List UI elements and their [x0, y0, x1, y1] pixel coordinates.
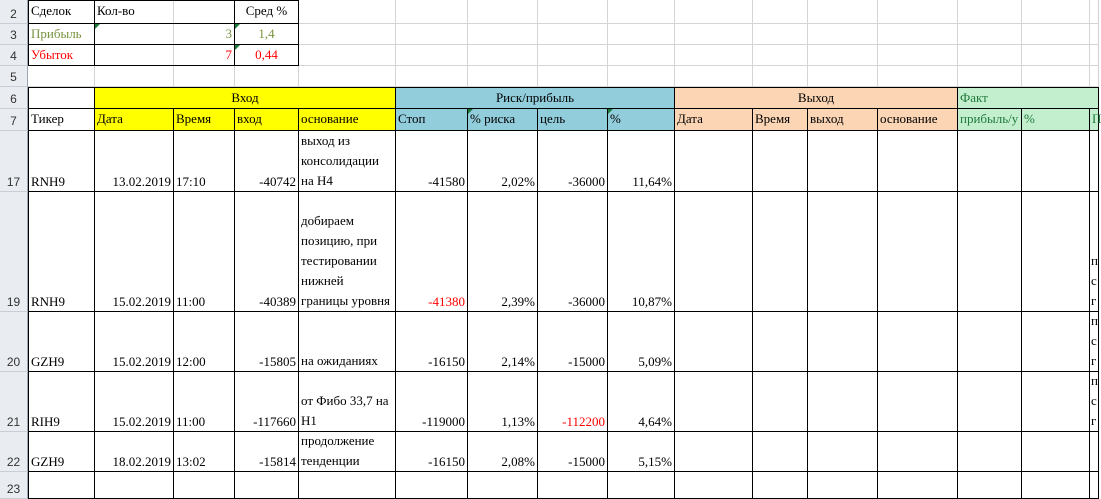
exit-cell[interactable]	[958, 192, 1022, 312]
trade-date-value: 18.02.2019	[112, 454, 171, 469]
trade-stop-value: -41580	[428, 174, 465, 189]
cell[interactable]	[396, 66, 468, 87]
trade-target-value: -15000	[568, 354, 605, 369]
summary-avg[interactable]: 0,44	[235, 45, 299, 66]
row-number: 22	[6, 455, 21, 469]
cell[interactable]	[958, 24, 1022, 45]
cell[interactable]	[675, 66, 753, 87]
cell[interactable]	[878, 472, 958, 499]
exit-cell[interactable]	[878, 312, 958, 372]
trade-basis[interactable]	[299, 312, 396, 372]
exit-cell[interactable]	[1022, 312, 1090, 372]
trade-date-value: 15.02.2019	[112, 414, 171, 429]
column-header-target[interactable]: цель	[538, 109, 608, 131]
cell[interactable]	[1022, 472, 1090, 499]
trade-risk_pct-value: 2,14%	[501, 354, 535, 369]
cell[interactable]	[235, 66, 299, 87]
cell[interactable]	[1090, 66, 1099, 87]
exit-cell[interactable]	[1022, 432, 1090, 472]
cell[interactable]	[299, 66, 396, 87]
trade-note[interactable]	[1090, 192, 1099, 312]
cell[interactable]	[753, 0, 808, 24]
column-header-profit[interactable]: прибыль/у	[958, 109, 1022, 131]
trade-date-value: 15.02.2019	[112, 294, 171, 309]
trade-entry[interactable]	[235, 312, 299, 372]
trade-entry-value: -15814	[259, 454, 296, 469]
group-fact[interactable]: Факт	[958, 87, 1099, 109]
cell[interactable]	[608, 24, 675, 45]
trade-entry-value: -117660	[253, 414, 296, 429]
trade-target[interactable]	[538, 192, 608, 312]
trade-stop-value: -41380	[428, 294, 465, 309]
trade-target[interactable]	[538, 131, 608, 192]
column-header-exit_time[interactable]: Время	[753, 109, 808, 131]
trade-time-value: 13:02	[176, 454, 206, 469]
cell[interactable]	[753, 24, 808, 45]
cell[interactable]	[235, 472, 299, 499]
trade-stop[interactable]	[396, 192, 468, 312]
exit-cell[interactable]	[878, 372, 958, 432]
trade-entry-value: -40389	[259, 294, 296, 309]
trade-pct[interactable]	[608, 432, 675, 472]
exit-cell[interactable]	[675, 131, 753, 192]
trade-date[interactable]	[95, 192, 174, 312]
cell[interactable]	[1022, 45, 1090, 66]
cell[interactable]	[299, 472, 396, 499]
column-header-ticker[interactable]: Тикер	[28, 109, 95, 131]
column-header-pct[interactable]: %	[608, 109, 675, 131]
trade-pct[interactable]	[608, 131, 675, 192]
summary-count[interactable]: 7	[95, 45, 235, 66]
trade-stop[interactable]	[396, 312, 468, 372]
column-header-extra[interactable]: П	[1090, 109, 1099, 131]
row-number: 7	[10, 114, 17, 128]
trade-entry[interactable]	[235, 372, 299, 432]
row-number: 20	[6, 355, 21, 369]
exit-cell[interactable]	[878, 131, 958, 192]
exit-cell[interactable]	[675, 312, 753, 372]
exit-cell[interactable]	[958, 372, 1022, 432]
trade-target-value: -36000	[568, 294, 605, 309]
trade-basis-value: выход из консолидации на Н4	[301, 133, 379, 188]
cell[interactable]	[753, 472, 808, 499]
trade-ticker[interactable]	[28, 372, 95, 432]
row-number: 2	[10, 7, 17, 21]
row-header[interactable]	[0, 131, 28, 192]
trade-stop-value: -119000	[422, 414, 465, 429]
trade-risk_pct-value: 2,39%	[501, 294, 535, 309]
trade-date[interactable]	[95, 131, 174, 192]
trade-ticker-value: RIH9	[31, 414, 60, 429]
trade-pct-value: 5,09%	[638, 354, 672, 369]
exit-cell[interactable]	[753, 372, 808, 432]
trade-ticker-value: RNH9	[31, 174, 65, 189]
trade-time[interactable]	[174, 432, 235, 472]
exit-cell[interactable]	[808, 372, 878, 432]
exit-cell[interactable]	[675, 192, 753, 312]
cell[interactable]	[958, 66, 1022, 87]
trade-pct-value: 11,64%	[632, 174, 672, 189]
cell[interactable]	[608, 66, 675, 87]
trade-risk_pct[interactable]	[468, 192, 538, 312]
trade-date-value: 13.02.2019	[112, 174, 171, 189]
row-header[interactable]	[0, 372, 28, 432]
cell[interactable]	[808, 45, 878, 66]
cell[interactable]	[608, 0, 675, 24]
trade-basis-value: на ожиданиях	[301, 353, 378, 368]
cell[interactable]	[95, 66, 174, 87]
cell[interactable]	[958, 45, 1022, 66]
cell[interactable]	[808, 0, 878, 24]
cell[interactable]	[958, 0, 1022, 24]
exit-cell[interactable]	[753, 312, 808, 372]
trade-pct-value: 5,15%	[638, 454, 672, 469]
trade-ticker[interactable]	[28, 192, 95, 312]
cell[interactable]	[174, 472, 235, 499]
cell[interactable]	[1090, 45, 1099, 66]
cell[interactable]	[299, 24, 396, 45]
cell[interactable]	[396, 0, 468, 24]
cell[interactable]	[675, 472, 753, 499]
cell[interactable]	[753, 45, 808, 66]
summary-avg[interactable]: 1,4	[235, 24, 299, 45]
row-number: 17	[6, 175, 21, 189]
summary-label[interactable]: Убыток	[28, 45, 95, 66]
cell[interactable]	[878, 45, 958, 66]
cell[interactable]	[468, 45, 538, 66]
cell[interactable]	[808, 472, 878, 499]
trade-ticker[interactable]	[28, 312, 95, 372]
trade-entry[interactable]	[235, 192, 299, 312]
trade-time[interactable]	[174, 192, 235, 312]
trade-time-value: 11:00	[176, 294, 206, 309]
cell[interactable]	[878, 66, 958, 87]
cell[interactable]	[608, 45, 675, 66]
cell[interactable]	[675, 0, 753, 24]
trade-target-value: -112200	[562, 414, 605, 429]
row-header[interactable]	[0, 192, 28, 312]
row-header[interactable]	[0, 87, 28, 109]
exit-cell[interactable]	[1022, 131, 1090, 192]
row-header[interactable]	[0, 472, 28, 499]
trade-risk_pct-value: 2,08%	[501, 454, 535, 469]
exit-cell[interactable]	[808, 192, 878, 312]
trade-date[interactable]	[95, 372, 174, 432]
trade-risk_pct[interactable]	[468, 312, 538, 372]
trade-note-value: п с г	[1091, 253, 1098, 308]
exit-cell[interactable]	[753, 192, 808, 312]
exit-cell[interactable]	[808, 131, 878, 192]
exit-cell[interactable]	[753, 131, 808, 192]
cell[interactable]	[1022, 0, 1090, 24]
column-header-risk_pct[interactable]: % риска	[468, 109, 538, 131]
row-number: 4	[10, 49, 17, 63]
cell[interactable]	[468, 66, 538, 87]
cell[interactable]	[468, 0, 538, 24]
cell[interactable]	[878, 0, 958, 24]
trade-target-value: -15000	[568, 454, 605, 469]
trade-note[interactable]	[1090, 131, 1099, 192]
trade-risk_pct-value: 2,02%	[501, 174, 535, 189]
trade-time-value: 12:00	[176, 354, 206, 369]
trade-ticker-value: RNH9	[31, 294, 65, 309]
row-number: 6	[10, 92, 17, 106]
cell[interactable]	[1090, 24, 1099, 45]
cell[interactable]	[608, 472, 675, 499]
trade-target[interactable]	[538, 312, 608, 372]
trade-entry[interactable]	[235, 131, 299, 192]
trade-time[interactable]	[174, 312, 235, 372]
trade-date[interactable]	[95, 312, 174, 372]
summary-label[interactable]: Прибыль	[28, 24, 95, 45]
column-header-exit_basis[interactable]: основание	[878, 109, 958, 131]
cell[interactable]	[538, 472, 608, 499]
exit-cell[interactable]	[808, 312, 878, 372]
trade-risk_pct[interactable]	[468, 131, 538, 192]
exit-cell[interactable]	[958, 131, 1022, 192]
trade-ticker-value: GZH9	[31, 454, 65, 469]
cell[interactable]	[299, 45, 396, 66]
trade-risk_pct[interactable]	[468, 372, 538, 432]
row-number: 5	[10, 70, 17, 84]
exit-cell[interactable]	[1022, 372, 1090, 432]
cell[interactable]	[538, 66, 608, 87]
cell[interactable]	[396, 45, 468, 66]
group-entry[interactable]: Вход	[95, 87, 396, 109]
trade-basis[interactable]	[299, 131, 396, 192]
cell[interactable]	[538, 0, 608, 24]
cell[interactable]	[538, 45, 608, 66]
group-exit[interactable]: Выход	[675, 87, 958, 109]
trade-time-value: 17:10	[176, 174, 206, 189]
cell[interactable]	[1090, 472, 1099, 499]
summary-header-count[interactable]: Кол-во	[95, 0, 235, 24]
cell[interactable]	[958, 472, 1022, 499]
cell[interactable]	[1090, 0, 1099, 24]
row-header[interactable]	[0, 109, 28, 131]
row-number: 23	[6, 482, 21, 496]
exit-cell[interactable]	[808, 432, 878, 472]
cell[interactable]	[808, 24, 878, 45]
trade-stop-value: -16150	[428, 454, 465, 469]
row-header[interactable]	[0, 432, 28, 472]
cell[interactable]	[28, 66, 95, 87]
exit-cell[interactable]	[753, 432, 808, 472]
row-header[interactable]	[0, 0, 28, 24]
trade-basis[interactable]	[299, 192, 396, 312]
trade-ticker-value: GZH9	[31, 354, 65, 369]
trade-risk_pct[interactable]	[468, 432, 538, 472]
trade-risk_pct-value: 1,13%	[501, 414, 535, 429]
trade-note[interactable]	[1090, 312, 1099, 372]
trade-date-value: 15.02.2019	[112, 354, 171, 369]
trade-time-value: 11:00	[176, 414, 206, 429]
trade-note[interactable]	[1090, 432, 1099, 472]
exit-cell[interactable]	[1022, 192, 1090, 312]
cell[interactable]	[28, 472, 95, 499]
trade-basis[interactable]	[299, 432, 396, 472]
exit-cell[interactable]	[878, 192, 958, 312]
trade-note[interactable]	[1090, 372, 1099, 432]
trade-pct[interactable]	[608, 192, 675, 312]
cell[interactable]	[1022, 66, 1090, 87]
row-header[interactable]	[0, 24, 28, 45]
trade-stop-value: -16150	[428, 354, 465, 369]
cell[interactable]	[468, 24, 538, 45]
trade-ticker[interactable]	[28, 131, 95, 192]
cell[interactable]	[808, 66, 878, 87]
trade-target[interactable]	[538, 432, 608, 472]
row-number: 19	[6, 295, 21, 309]
trade-target[interactable]	[538, 372, 608, 432]
cell[interactable]	[1022, 24, 1090, 45]
column-header-exit[interactable]: выход	[808, 109, 878, 131]
trade-basis-value: продолжение тенденции	[301, 433, 375, 468]
cell[interactable]	[174, 66, 235, 87]
trade-pct-value: 4,64%	[638, 414, 672, 429]
cell[interactable]	[299, 0, 396, 24]
cell[interactable]	[538, 24, 608, 45]
trade-target-value: -36000	[568, 174, 605, 189]
trade-pct[interactable]	[608, 312, 675, 372]
exit-cell[interactable]	[675, 372, 753, 432]
trade-note-value: п с г	[1091, 373, 1098, 428]
column-header-fact_pct[interactable]: %	[1022, 109, 1090, 131]
summary-count[interactable]: 3	[95, 24, 235, 45]
trade-pct[interactable]	[608, 372, 675, 432]
trade-entry-value: -15805	[259, 354, 296, 369]
column-header-date[interactable]: Дата	[95, 109, 174, 131]
row-number: 3	[10, 28, 17, 42]
trade-basis-value: от Фибо 33,7 на Н1	[301, 393, 389, 428]
blank-header[interactable]	[28, 87, 95, 109]
cell[interactable]	[675, 24, 753, 45]
column-header-basis[interactable]: основание	[299, 109, 396, 131]
row-header[interactable]	[0, 312, 28, 372]
cell[interactable]	[753, 66, 808, 87]
row-number: 21	[6, 415, 21, 429]
trade-entry-value: -40742	[259, 174, 296, 189]
summary-header-avg[interactable]: Сред %	[235, 0, 299, 24]
trade-entry[interactable]	[235, 432, 299, 472]
trade-time[interactable]	[174, 372, 235, 432]
trade-note-value: п с г	[1091, 313, 1098, 368]
cell[interactable]	[396, 24, 468, 45]
cell[interactable]	[878, 24, 958, 45]
trade-date[interactable]	[95, 432, 174, 472]
exit-cell[interactable]	[675, 432, 753, 472]
cell[interactable]	[95, 472, 174, 499]
cell[interactable]	[675, 45, 753, 66]
trade-pct-value: 10,87%	[631, 294, 672, 309]
column-header-exit_date[interactable]: Дата	[675, 109, 753, 131]
column-header-stop[interactable]: Стоп	[396, 109, 468, 131]
column-header-entry[interactable]: вход	[235, 109, 299, 131]
exit-cell[interactable]	[958, 312, 1022, 372]
group-risk[interactable]: Риск/прибыль	[396, 87, 675, 109]
column-header-time[interactable]: Время	[174, 109, 235, 131]
trade-basis-value: добираем позицию, при тестировании нижней границы уровня	[301, 213, 391, 308]
row-header[interactable]	[0, 45, 28, 66]
exit-cell[interactable]	[958, 432, 1022, 472]
cell[interactable]	[468, 472, 538, 499]
trade-stop[interactable]	[396, 372, 468, 432]
trade-time[interactable]	[174, 131, 235, 192]
cell[interactable]	[396, 472, 468, 499]
trade-ticker[interactable]	[28, 432, 95, 472]
trade-stop[interactable]	[396, 131, 468, 192]
trade-stop[interactable]	[396, 432, 468, 472]
summary-header-deals[interactable]: Сделок	[28, 0, 95, 24]
exit-cell[interactable]	[878, 432, 958, 472]
row-header[interactable]	[0, 66, 28, 87]
trade-basis[interactable]	[299, 372, 396, 432]
